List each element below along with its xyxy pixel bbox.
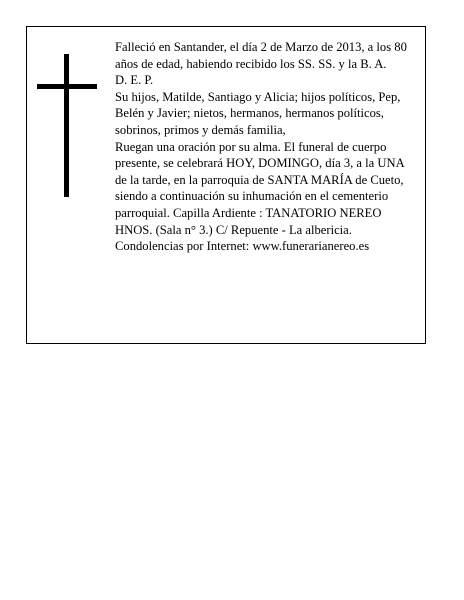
cross-horizontal-bar xyxy=(37,84,97,89)
cross-vertical-bar xyxy=(64,54,69,197)
obituary-notice xyxy=(26,26,426,344)
rest-in-peace: D. E. P. xyxy=(115,73,154,88)
family-list: Su hijos, Matilde, Santiago y Alicia; hijos políticos, Pep, Belén y Javier; nietos, hermanos, hermanos políticos, sobrinos, primos y demás familia, xyxy=(115,89,401,137)
condolences-line: Condolencias por Internet: www.funerarianereo.es xyxy=(115,239,370,254)
death-announcement: Falleció en Santander, el día 2 de Marzo de 2013, a los 80 años de edad, habiendo recibido los SS. SS. y la B. A. xyxy=(115,40,407,71)
cross-icon xyxy=(37,54,97,197)
funeral-details: Ruegan una oración por su alma. El funeral de cuerpo presente, se celebrará HOY, DOMINGO, día 3, a la UNA de la tarde, en la parroquia de SANTA MARÍA de Cueto, siendo a continuación su inhumación en el cementerio parroquial. Capilla Ardiente : TANATORIO NEREO HNOS. (Sala n° 3.) C/ Repuente - La albericia. xyxy=(115,139,404,237)
obituary-text xyxy=(115,39,419,255)
